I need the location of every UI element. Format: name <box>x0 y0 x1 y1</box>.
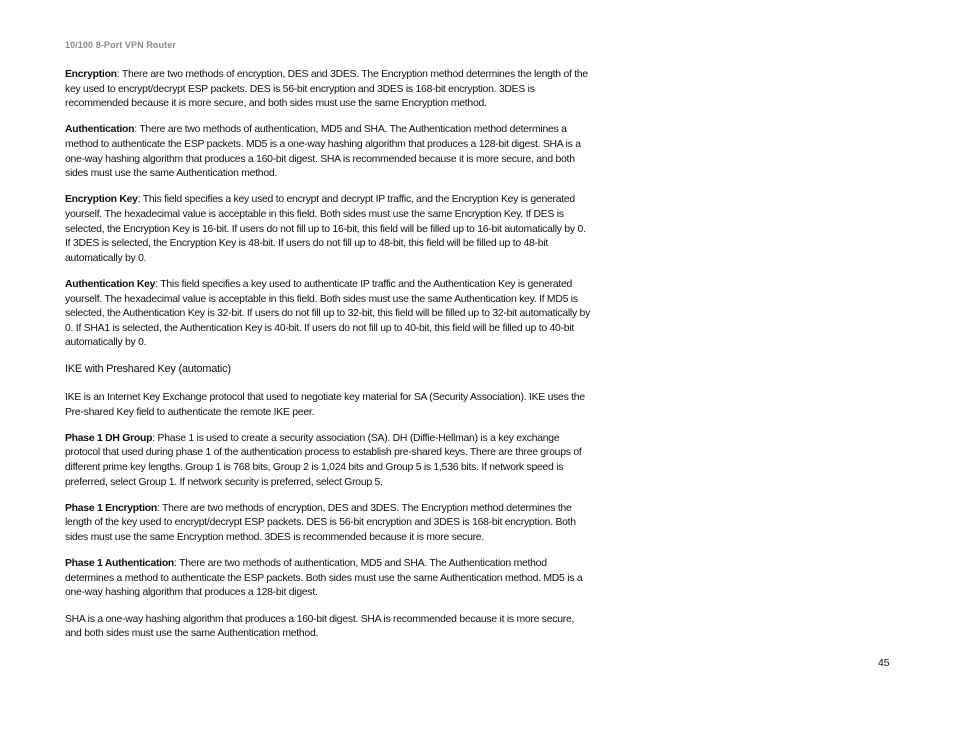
term-label: Authentication <box>65 124 135 136</box>
document-body <box>65 68 590 653</box>
phase1-dh-group-paragraph <box>65 432 590 490</box>
authentication-paragraph <box>65 123 590 181</box>
term-description: : This field specifies a key used to encrypt and decrypt IP traffic, and the Encryption Key is generated yourself. The hexadecimal value is acceptable in this field. Both sides must use the same Encryption Key. If DES is selected, the Encryption Key is 16-bit. If users do not fill up to 16-bit, this field will be filled up to 16-bit automatically by 0. If 3DES is selected, the Encryption Key is 48-bit. If users do not fill up to 48-bit, this field will be filled up to 48-bit automatically by 0. <box>65 194 586 264</box>
sha-paragraph: SHA is a one-way hashing algorithm that produces a 160-bit digest. SHA is recommended because it is more secure, and both sides must use the same Authentication method. <box>65 613 575 640</box>
phase1-encryption-paragraph <box>65 502 590 546</box>
term-label: Encryption Key <box>65 194 138 206</box>
section-subheading: IKE with Preshared Key (automatic) <box>65 363 231 376</box>
authentication-key-paragraph <box>65 278 590 351</box>
page-number: 45 <box>878 658 890 669</box>
running-header: 10/100 8-Port VPN Router <box>65 40 176 50</box>
term-label: Encryption <box>65 69 117 80</box>
encryption-paragraph <box>65 68 590 112</box>
term-description: : This field specifies a key used to authenticate IP traffic and the Authentication Key is generated yourself. The hexadecimal value is acceptable in this field. Both sides must use the same Authentication key. If MD5 is selected, the Authentication Key is 32-bit. If users do not fill up to 32-bit, this field will be filled up to 32-bit automatically by 0. If SHA1 is selected, the Authentication Key is 40-bit. If users do not fill up to 40-bit, this field will be filled up to 40-bit automatically by 0. <box>65 278 591 349</box>
term-description: : There are two methods of encryption, DES and 3DES. The Encryption method determines the length of the key used to encrypt/decrypt ESP packets. DES is 56-bit encryption and 3DES is 168-bit encryption. 3DES is recommended because it is more secure, and both sides must use the same Encryption method. <box>65 69 588 110</box>
phase1-authentication-paragraph <box>65 557 590 601</box>
encryption-key-paragraph <box>65 193 590 266</box>
term-description: : There are two methods of authentication, MD5 and SHA. The Authentication method determines a method to authenticate the ESP packets. Both sides must use the same Authentication method. MD5 is a one-way hashing algorithm that produces a 128-bit digest. <box>65 558 583 599</box>
term-label: Authentication Key <box>65 278 156 290</box>
term-label: Phase 1 Encryption <box>65 502 157 514</box>
ike-intro-paragraph: IKE is an Internet Key Exchange protocol that used to negotiate key material for SA (Security Association). IKE uses the Pre-shared Key field to authenticate the remote IKE peer. <box>65 392 585 418</box>
term-label: Phase 1 Authentication <box>65 558 175 570</box>
term-description: : There are two methods of encryption, DES and 3DES. The Encryption method determines the length of the key used to encrypt/decrypt ESP packets. DES is 56-bit encryption and 3DES is 168-bit encryption. Both sides must use the same Encryption method. 3DES is recommended because it is more secure. <box>65 502 576 543</box>
term-description: : Phase 1 is used to create a security association (SA). DH (Diffie-Hellman) is a key exchange protocol that used during phase 1 of the authentication process to establish pre-shared keys. There are three groups of different prime key lengths. Group 1 is 768 bits, Group 2 is 1,024 bits and Group 5 is 1,536 bits. If network speed is preferred, select Group 1. If network security is preferred, select Group 5. <box>65 432 582 488</box>
term-description: : There are two methods of authentication, MD5 and SHA. The Authentication method determines a method to authenticate the ESP packets. MD5 is a one-way hashing algorithm that produces a 128-bit digest. SHA is a one-way hashing algorithm that produces a 160-bit digest. SHA is recommended because it is more secure, and both sides must use the same Authentication method. <box>65 124 581 180</box>
term-label: Phase 1 DH Group <box>65 432 153 444</box>
